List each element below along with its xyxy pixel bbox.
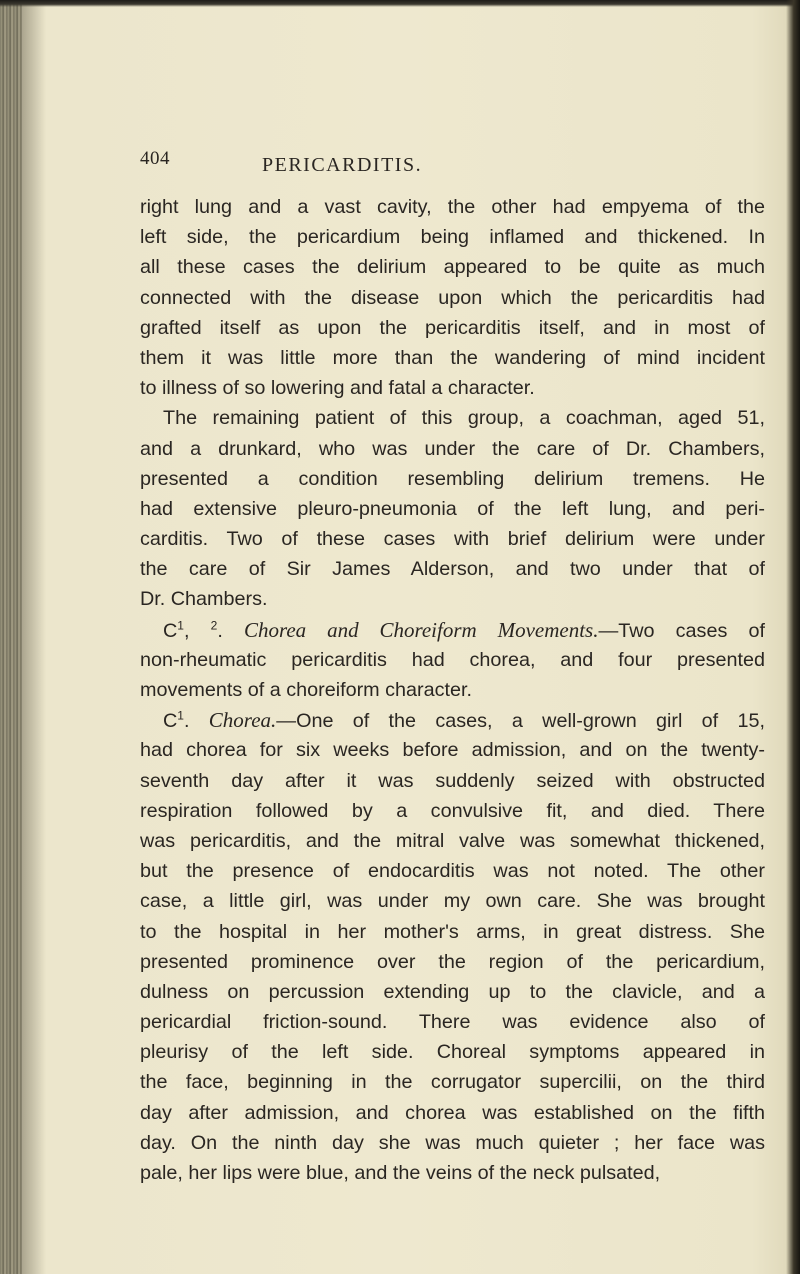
text-run: grafted itself as upon the pericarditis itself, and in most of xyxy=(140,316,765,339)
text-line xyxy=(140,434,765,464)
text-run: seventh day after it was suddenly seized with obstructed xyxy=(140,769,765,792)
text-line xyxy=(140,1007,765,1037)
page-number: 404 xyxy=(140,148,170,169)
text-line xyxy=(140,796,765,826)
text-line xyxy=(140,373,765,403)
text-line xyxy=(140,1067,765,1097)
text-run: non-rheumatic pericarditis had chorea, and four presented xyxy=(140,648,765,671)
text-run: Dr. Chambers. xyxy=(140,588,268,611)
text-line xyxy=(140,1128,765,1158)
superscript: 1 xyxy=(177,618,184,633)
text-run: was pericarditis, and the mitral valve was somewhat thickened, xyxy=(140,829,765,852)
right-edge-shadow xyxy=(786,0,800,1274)
text-run: the care of Sir James Alderson, and two under that of xyxy=(140,558,765,581)
italic-heading: Chorea and Choreiform Movements. xyxy=(243,617,599,642)
text-line xyxy=(140,283,765,313)
text-run: day after admission, and chorea was established on the fifth xyxy=(140,1101,765,1124)
body-text xyxy=(140,192,765,1188)
text-line xyxy=(140,856,765,886)
text-run: presented a condition resembling delirium tremens. He xyxy=(140,467,765,490)
text-run: dulness on percussion extending up to the clavicle, and a xyxy=(140,980,765,1003)
gutter-shadow xyxy=(22,0,46,1274)
text-line xyxy=(140,917,765,947)
text-run: movements of a choreiform character. xyxy=(140,679,473,701)
text-run: right lung and a vast cavity, the other had empyema of the xyxy=(140,196,765,218)
text-run: day. On the ninth day she was much quieter ; her face was xyxy=(140,1131,765,1154)
text-line xyxy=(140,403,765,433)
book-binding xyxy=(0,0,22,1274)
text-run: to illness of so lowering and fatal a character. xyxy=(140,377,535,400)
text-line xyxy=(140,1158,765,1188)
text-line xyxy=(140,615,765,645)
text-line xyxy=(140,675,765,705)
text-run: case, a little girl, was under my own care. She was brought xyxy=(140,890,765,913)
text-line xyxy=(140,826,765,856)
italic-heading: Chorea. xyxy=(208,708,277,733)
text-run: —One of the cases, a well-grown girl of 15, xyxy=(276,710,765,733)
text-run: respiration followed by a convulsive fit, and died. There xyxy=(140,799,765,822)
text-run: but the presence of endocarditis was not noted. The other xyxy=(140,860,765,883)
text-line xyxy=(140,222,765,252)
top-edge-shadow xyxy=(0,0,800,7)
text-line xyxy=(140,886,765,916)
text-run: , xyxy=(183,619,211,642)
text-line xyxy=(140,1037,765,1067)
text-line xyxy=(140,554,765,584)
page-header xyxy=(0,148,800,178)
superscript: 1 xyxy=(177,708,184,723)
text-run: presented prominence over the region of the pericardium, xyxy=(140,950,765,973)
text-run: connected with the disease upon which the pericarditis had xyxy=(140,286,765,309)
text-run: The remaining patient of this group, a coachman, aged 51, xyxy=(163,407,765,430)
text-line xyxy=(140,524,765,554)
text-line xyxy=(140,1098,765,1128)
text-run: pale, her lips were blue, and the veins of the neck pulsated, xyxy=(140,1162,661,1184)
text-line xyxy=(140,705,765,735)
text-run: all these cases the delirium appeared to be quite as much xyxy=(140,256,765,279)
text-line xyxy=(140,977,765,1007)
text-run: and a drunkard, who was under the care of Dr. Chambers, xyxy=(140,437,765,460)
text-line xyxy=(140,343,765,373)
text-line xyxy=(140,494,765,524)
superscript: 2 xyxy=(210,618,218,633)
text-run: . xyxy=(183,710,209,733)
text-run: . xyxy=(217,619,244,642)
text-run: them it was little more than the wandering of mind incident xyxy=(140,346,765,369)
text-run: had chorea for six weeks before admission, and on the twenty- xyxy=(140,739,765,762)
text-run: C xyxy=(163,710,178,733)
text-line xyxy=(140,584,765,614)
text-run: left side, the pericardium being inflamed and thickened. In xyxy=(140,226,765,249)
text-line xyxy=(140,645,765,675)
text-line xyxy=(140,252,765,282)
text-line xyxy=(140,947,765,977)
text-run: had extensive pleuro-pneumonia of the left lung, and peri- xyxy=(140,497,765,520)
text-run: —Two cases of xyxy=(598,619,765,642)
running-head: PERICARDITIS. xyxy=(262,154,423,176)
text-run: to the hospital in her mother's arms, in great distress. She xyxy=(140,920,765,943)
text-line xyxy=(140,735,765,765)
text-run: pericardial friction-sound. There was evidence also of xyxy=(140,1011,765,1034)
text-run: pleurisy of the left side. Choreal symptoms appeared in xyxy=(140,1041,765,1064)
text-line xyxy=(140,766,765,796)
text-run: C xyxy=(163,619,178,642)
text-line xyxy=(140,192,765,222)
text-line xyxy=(140,313,765,343)
text-run: carditis. Two of these cases with brief delirium were under xyxy=(140,528,765,551)
text-line xyxy=(140,464,765,494)
text-run: the face, beginning in the corrugator supercilii, on the third xyxy=(140,1071,765,1094)
